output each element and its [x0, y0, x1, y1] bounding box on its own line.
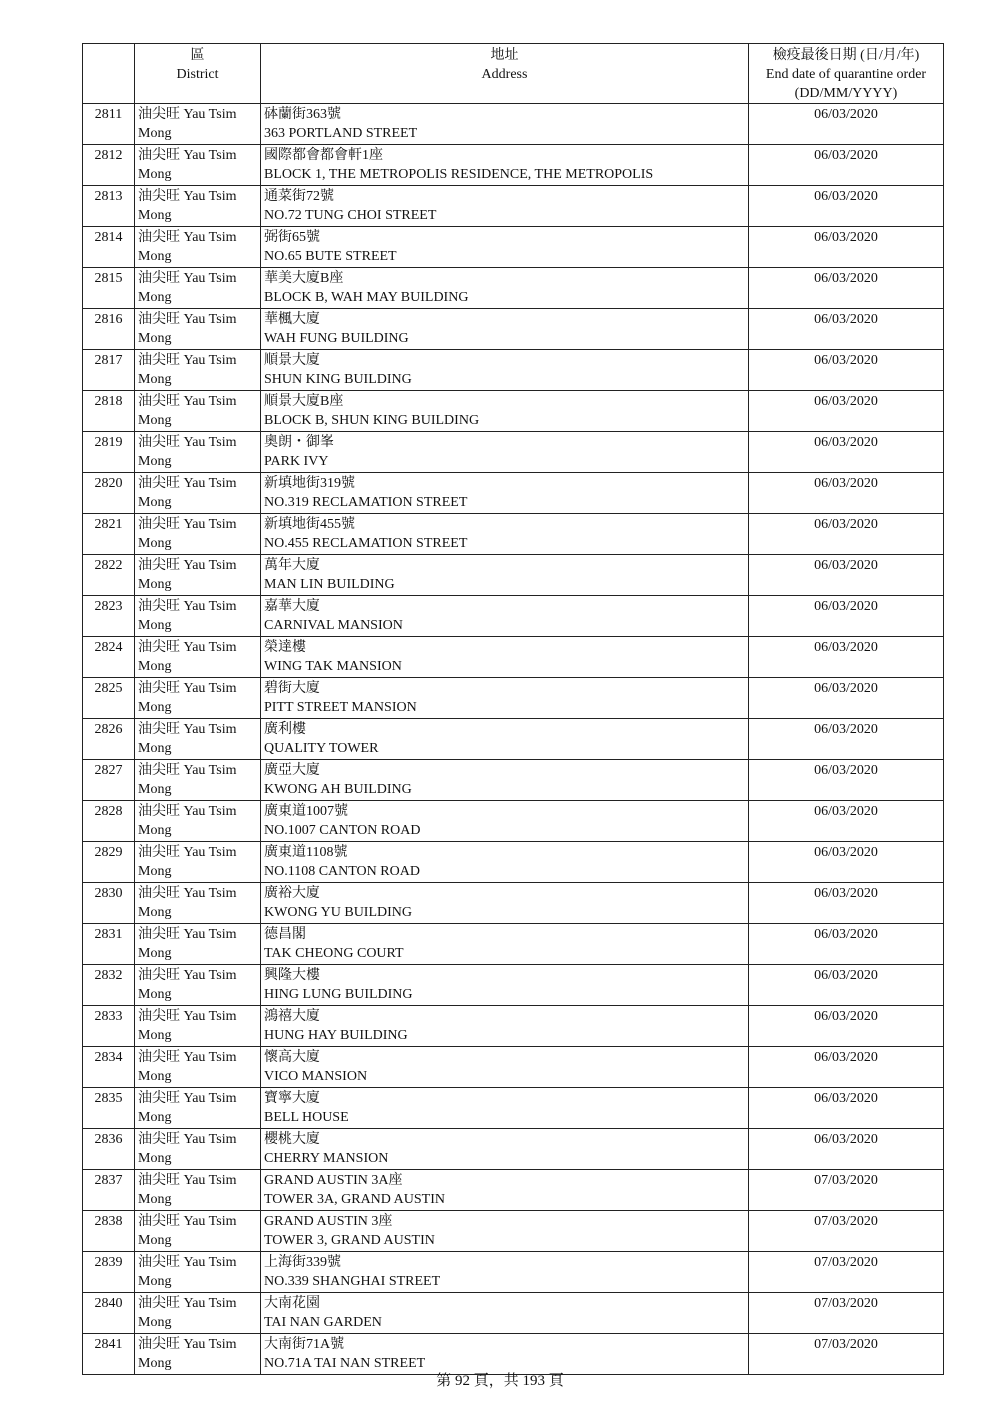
address-zh: 新填地街455號: [264, 517, 355, 532]
row-number: 2836: [83, 1129, 135, 1170]
row-date: 06/03/2020: [749, 350, 944, 391]
address-zh: 櫻桃大廈: [264, 1132, 320, 1147]
district-zh: 油尖旺 Yau Tsim: [138, 517, 237, 532]
row-number: 2837: [83, 1170, 135, 1211]
row-number: 2819: [83, 432, 135, 473]
row-number: 2815: [83, 268, 135, 309]
row-number: 2811: [83, 104, 135, 145]
district-en: Mong: [138, 1110, 172, 1125]
header-address-en: Address: [481, 67, 528, 82]
district-zh: 油尖旺 Yau Tsim: [138, 148, 237, 163]
row-address: [261, 760, 749, 801]
district-zh: 油尖旺 Yau Tsim: [138, 681, 237, 696]
table-row: [83, 1006, 944, 1047]
address-en: VICO MANSION: [264, 1069, 368, 1084]
district-en: Mong: [138, 413, 172, 428]
header-number: [83, 44, 135, 104]
row-address: [261, 391, 749, 432]
district-en: Mong: [138, 372, 172, 387]
row-district: [135, 309, 261, 350]
address-en: NO.1007 CANTON ROAD: [264, 823, 421, 838]
row-address: [261, 555, 749, 596]
row-address: [261, 1170, 749, 1211]
header-date-format: (DD/MM/YYYY): [794, 86, 898, 101]
district-en: Mong: [138, 454, 172, 469]
table-row: [83, 883, 944, 924]
row-date: 06/03/2020: [749, 555, 944, 596]
row-address: [261, 350, 749, 391]
district-en: Mong: [138, 167, 172, 182]
row-address: [261, 309, 749, 350]
row-number: 2841: [83, 1334, 135, 1375]
quarantine-table: [82, 43, 944, 1375]
table-row: [83, 432, 944, 473]
row-district: [135, 350, 261, 391]
address-zh: 華美大廈B座: [264, 271, 344, 286]
district-zh: 油尖旺 Yau Tsim: [138, 107, 237, 122]
address-zh: 德昌閣: [264, 927, 306, 942]
row-district: [135, 1293, 261, 1334]
row-number: 2820: [83, 473, 135, 514]
row-number: 2840: [83, 1293, 135, 1334]
district-zh: 油尖旺 Yau Tsim: [138, 353, 237, 368]
row-number: 2827: [83, 760, 135, 801]
row-date: 06/03/2020: [749, 760, 944, 801]
district-en: Mong: [138, 700, 172, 715]
row-district: [135, 719, 261, 760]
table-row: [83, 760, 944, 801]
table-row: [83, 227, 944, 268]
address-zh: 寶寧大廈: [264, 1091, 320, 1106]
row-district: [135, 965, 261, 1006]
row-address: [261, 1006, 749, 1047]
row-address: [261, 637, 749, 678]
row-district: [135, 678, 261, 719]
row-number: 2823: [83, 596, 135, 637]
row-date: 06/03/2020: [749, 1047, 944, 1088]
district-zh: 油尖旺 Yau Tsim: [138, 394, 237, 409]
district-zh: 油尖旺 Yau Tsim: [138, 886, 237, 901]
row-district: [135, 1047, 261, 1088]
district-en: Mong: [138, 577, 172, 592]
district-zh: 油尖旺 Yau Tsim: [138, 927, 237, 942]
district-zh: 油尖旺 Yau Tsim: [138, 1132, 237, 1147]
row-number: 2824: [83, 637, 135, 678]
header-address: [261, 44, 749, 104]
table-row: [83, 719, 944, 760]
address-en: SHUN KING BUILDING: [264, 372, 412, 387]
district-zh: 油尖旺 Yau Tsim: [138, 1009, 237, 1024]
row-number: 2838: [83, 1211, 135, 1252]
district-zh: 油尖旺 Yau Tsim: [138, 1050, 237, 1065]
page-footer: 第 92 頁，共 193 頁: [436, 1373, 564, 1389]
district-zh: 油尖旺 Yau Tsim: [138, 435, 237, 450]
address-zh: 廣利樓: [264, 722, 306, 737]
table-row: [83, 1170, 944, 1211]
row-address: [261, 1252, 749, 1293]
address-en: TAI NAN GARDEN: [264, 1315, 382, 1330]
address-en: TOWER 3A, GRAND AUSTIN: [264, 1192, 445, 1207]
row-address: [261, 1129, 749, 1170]
table-row: [83, 1129, 944, 1170]
row-address: [261, 432, 749, 473]
row-date: 07/03/2020: [749, 1170, 944, 1211]
district-zh: 油尖旺 Yau Tsim: [138, 640, 237, 655]
row-date: 06/03/2020: [749, 432, 944, 473]
row-date: 06/03/2020: [749, 227, 944, 268]
row-address: [261, 719, 749, 760]
row-date: 06/03/2020: [749, 268, 944, 309]
row-address: [261, 1088, 749, 1129]
row-address: [261, 104, 749, 145]
district-zh: 油尖旺 Yau Tsim: [138, 845, 237, 860]
row-date: 06/03/2020: [749, 145, 944, 186]
row-date: 06/03/2020: [749, 309, 944, 350]
row-district: [135, 104, 261, 145]
row-district: [135, 1088, 261, 1129]
district-zh: 油尖旺 Yau Tsim: [138, 804, 237, 819]
address-zh: 鴻禧大廈: [264, 1009, 320, 1024]
district-zh: 油尖旺 Yau Tsim: [138, 968, 237, 983]
address-en: NO.339 SHANGHAI STREET: [264, 1274, 441, 1289]
table-row: [83, 801, 944, 842]
row-date: 06/03/2020: [749, 1088, 944, 1129]
address-zh: 榮達樓: [264, 640, 306, 655]
row-number: 2818: [83, 391, 135, 432]
address-zh: 廣裕大廈: [264, 886, 320, 901]
address-zh: 大南街71A號: [264, 1337, 345, 1352]
row-date: 07/03/2020: [749, 1211, 944, 1252]
row-district: [135, 637, 261, 678]
table-row: [83, 145, 944, 186]
address-zh: 廣東道1108號: [264, 845, 348, 860]
table-row: [83, 309, 944, 350]
table-row: [83, 391, 944, 432]
district-en: Mong: [138, 618, 172, 633]
address-en: CARNIVAL MANSION: [264, 618, 403, 633]
row-district: [135, 227, 261, 268]
district-en: Mong: [138, 823, 172, 838]
table-row: [83, 965, 944, 1006]
table-row: [83, 186, 944, 227]
district-en: Mong: [138, 1233, 172, 1248]
row-address: [261, 268, 749, 309]
table-row: [83, 596, 944, 637]
district-en: Mong: [138, 249, 172, 264]
address-en: BELL HOUSE: [264, 1110, 349, 1125]
district-zh: 油尖旺 Yau Tsim: [138, 722, 237, 737]
row-district: [135, 760, 261, 801]
district-zh: 油尖旺 Yau Tsim: [138, 1214, 237, 1229]
row-date: 06/03/2020: [749, 719, 944, 760]
row-number: 2829: [83, 842, 135, 883]
row-number: 2826: [83, 719, 135, 760]
table-row: [83, 268, 944, 309]
address-en: NO.65 BUTE STREET: [264, 249, 397, 264]
table-row: [83, 514, 944, 555]
row-address: [261, 186, 749, 227]
district-zh: 油尖旺 Yau Tsim: [138, 599, 237, 614]
table-row: [83, 637, 944, 678]
row-date: 06/03/2020: [749, 1129, 944, 1170]
row-number: 2832: [83, 965, 135, 1006]
row-date: 06/03/2020: [749, 801, 944, 842]
address-en: BLOCK B, WAH MAY BUILDING: [264, 290, 469, 305]
row-number: 2821: [83, 514, 135, 555]
address-zh: 華楓大廈: [264, 312, 320, 327]
row-address: [261, 145, 749, 186]
address-zh: 上海街339號: [264, 1255, 341, 1270]
district-en: Mong: [138, 1151, 172, 1166]
table-row: [83, 1211, 944, 1252]
district-en: Mong: [138, 1356, 172, 1371]
address-en: KWONG AH BUILDING: [264, 782, 412, 797]
header-date-zh: 檢疫最後日期 (日/月/年): [772, 48, 920, 63]
row-address: [261, 965, 749, 1006]
address-zh: 廣東道1007號: [264, 804, 348, 819]
address-en: PARK IVY: [264, 454, 329, 469]
district-en: Mong: [138, 946, 172, 961]
row-date: 06/03/2020: [749, 965, 944, 1006]
address-en: NO.455 RECLAMATION STREET: [264, 536, 468, 551]
district-en: Mong: [138, 1192, 172, 1207]
district-en: Mong: [138, 987, 172, 1002]
district-zh: 油尖旺 Yau Tsim: [138, 271, 237, 286]
row-number: 2835: [83, 1088, 135, 1129]
table-row: [83, 1047, 944, 1088]
table-body: [83, 104, 944, 1375]
district-zh: 油尖旺 Yau Tsim: [138, 1173, 237, 1188]
row-date: 06/03/2020: [749, 1006, 944, 1047]
row-number: 2817: [83, 350, 135, 391]
address-zh: 懷高大廈: [264, 1050, 320, 1065]
row-district: [135, 1211, 261, 1252]
district-en: Mong: [138, 1315, 172, 1330]
row-number: 2839: [83, 1252, 135, 1293]
row-date: 06/03/2020: [749, 186, 944, 227]
address-en: HUNG HAY BUILDING: [264, 1028, 408, 1043]
row-address: [261, 227, 749, 268]
address-zh: 興隆大樓: [264, 968, 320, 983]
row-address: [261, 1211, 749, 1252]
row-date: 07/03/2020: [749, 1334, 944, 1375]
row-number: 2831: [83, 924, 135, 965]
header-district-en: District: [176, 67, 219, 82]
address-zh: 砵蘭街363號: [264, 107, 341, 122]
district-zh: 油尖旺 Yau Tsim: [138, 763, 237, 778]
address-en: WAH FUNG BUILDING: [264, 331, 409, 346]
row-number: 2816: [83, 309, 135, 350]
row-address: [261, 678, 749, 719]
address-en: BLOCK 1, THE METROPOLIS RESIDENCE, THE METROPOLIS: [264, 167, 654, 182]
row-date: 07/03/2020: [749, 1252, 944, 1293]
district-zh: 油尖旺 Yau Tsim: [138, 1091, 237, 1106]
row-district: [135, 801, 261, 842]
row-district: [135, 596, 261, 637]
district-en: Mong: [138, 1069, 172, 1084]
row-district: [135, 186, 261, 227]
row-number: 2814: [83, 227, 135, 268]
header-address-zh: 地址: [490, 48, 519, 63]
district-en: Mong: [138, 659, 172, 674]
row-address: [261, 596, 749, 637]
address-en: TOWER 3, GRAND AUSTIN: [264, 1233, 435, 1248]
address-zh: 大南花園: [264, 1296, 320, 1311]
address-zh: GRAND AUSTIN 3A座: [264, 1173, 403, 1188]
table-row: [83, 1293, 944, 1334]
address-zh: 萬年大廈: [264, 558, 320, 573]
district-en: Mong: [138, 741, 172, 756]
address-zh: 通菜街72號: [264, 189, 334, 204]
address-en: NO.72 TUNG CHOI STREET: [264, 208, 437, 223]
table-row: [83, 350, 944, 391]
header-date-en: End date of quarantine order: [765, 67, 927, 82]
address-en: CHERRY MANSION: [264, 1151, 389, 1166]
district-en: Mong: [138, 782, 172, 797]
row-address: [261, 801, 749, 842]
row-date: 06/03/2020: [749, 391, 944, 432]
row-address: [261, 473, 749, 514]
row-district: [135, 1006, 261, 1047]
row-date: 06/03/2020: [749, 637, 944, 678]
address-en: TAK CHEONG COURT: [264, 946, 404, 961]
district-en: Mong: [138, 1028, 172, 1043]
address-en: QUALITY TOWER: [264, 741, 379, 756]
header-district: [135, 44, 261, 104]
row-number: 2813: [83, 186, 135, 227]
row-date: 06/03/2020: [749, 924, 944, 965]
district-en: Mong: [138, 331, 172, 346]
district-en: Mong: [138, 536, 172, 551]
district-zh: 油尖旺 Yau Tsim: [138, 1337, 237, 1352]
row-date: 06/03/2020: [749, 104, 944, 145]
row-address: [261, 842, 749, 883]
row-address: [261, 514, 749, 555]
header-district-zh: 區: [190, 48, 205, 63]
row-district: [135, 145, 261, 186]
address-zh: 奧朗・御峯: [264, 435, 334, 450]
district-zh: 油尖旺 Yau Tsim: [138, 558, 237, 573]
district-en: Mong: [138, 126, 172, 141]
address-zh: 弼街65號: [264, 230, 320, 245]
district-zh: 油尖旺 Yau Tsim: [138, 312, 237, 327]
address-zh: 國際都會都會軒1座: [264, 148, 383, 163]
address-zh: 廣亞大廈: [264, 763, 320, 778]
table-row: [83, 1252, 944, 1293]
row-date: 06/03/2020: [749, 473, 944, 514]
row-number: 2812: [83, 145, 135, 186]
row-date: 07/03/2020: [749, 1293, 944, 1334]
row-district: [135, 432, 261, 473]
row-address: [261, 1293, 749, 1334]
address-zh: 順景大廈B座: [264, 394, 344, 409]
address-en: MAN LIN BUILDING: [264, 577, 395, 592]
row-district: [135, 391, 261, 432]
address-en: NO.319 RECLAMATION STREET: [264, 495, 468, 510]
table-row: [83, 1088, 944, 1129]
row-number: 2834: [83, 1047, 135, 1088]
address-zh: 碧街大廈: [264, 681, 320, 696]
row-number: 2828: [83, 801, 135, 842]
address-en: KWONG YU BUILDING: [264, 905, 413, 920]
district-en: Mong: [138, 208, 172, 223]
row-number: 2825: [83, 678, 135, 719]
address-en: BLOCK B, SHUN KING BUILDING: [264, 413, 480, 428]
header-date: [749, 44, 944, 104]
row-district: [135, 1252, 261, 1293]
row-date: 06/03/2020: [749, 596, 944, 637]
table-row: [83, 842, 944, 883]
table-row: [83, 555, 944, 596]
table-row: [83, 678, 944, 719]
row-number: 2830: [83, 883, 135, 924]
address-en: WING TAK MANSION: [264, 659, 402, 674]
row-date: 06/03/2020: [749, 842, 944, 883]
row-district: [135, 473, 261, 514]
row-district: [135, 555, 261, 596]
address-en: HING LUNG BUILDING: [264, 987, 413, 1002]
district-zh: 油尖旺 Yau Tsim: [138, 189, 237, 204]
address-en: NO.71A TAI NAN STREET: [264, 1356, 426, 1371]
row-district: [135, 842, 261, 883]
row-number: 2822: [83, 555, 135, 596]
row-district: [135, 1129, 261, 1170]
district-en: Mong: [138, 1274, 172, 1289]
address-en: NO.1108 CANTON ROAD: [264, 864, 420, 879]
district-zh: 油尖旺 Yau Tsim: [138, 476, 237, 491]
table-row: [83, 104, 944, 145]
row-date: 06/03/2020: [749, 678, 944, 719]
address-zh: GRAND AUSTIN 3座: [264, 1214, 393, 1229]
row-address: [261, 1047, 749, 1088]
table-header-row: [83, 44, 944, 104]
address-zh: 順景大廈: [264, 353, 320, 368]
district-zh: 油尖旺 Yau Tsim: [138, 1296, 237, 1311]
row-district: [135, 924, 261, 965]
row-district: [135, 1170, 261, 1211]
district-zh: 油尖旺 Yau Tsim: [138, 1255, 237, 1270]
district-zh: 油尖旺 Yau Tsim: [138, 230, 237, 245]
table-row: [83, 924, 944, 965]
district-en: Mong: [138, 905, 172, 920]
row-address: [261, 883, 749, 924]
row-district: [135, 514, 261, 555]
district-en: Mong: [138, 290, 172, 305]
table-row: [83, 473, 944, 514]
address-zh: 嘉華大廈: [264, 599, 320, 614]
district-en: Mong: [138, 495, 172, 510]
row-address: [261, 924, 749, 965]
row-date: 06/03/2020: [749, 514, 944, 555]
address-zh: 新填地街319號: [264, 476, 355, 491]
row-district: [135, 883, 261, 924]
address-en: PITT STREET MANSION: [264, 700, 417, 715]
district-en: Mong: [138, 864, 172, 879]
row-date: 06/03/2020: [749, 883, 944, 924]
row-district: [135, 268, 261, 309]
row-number: 2833: [83, 1006, 135, 1047]
address-en: 363 PORTLAND STREET: [264, 126, 418, 141]
